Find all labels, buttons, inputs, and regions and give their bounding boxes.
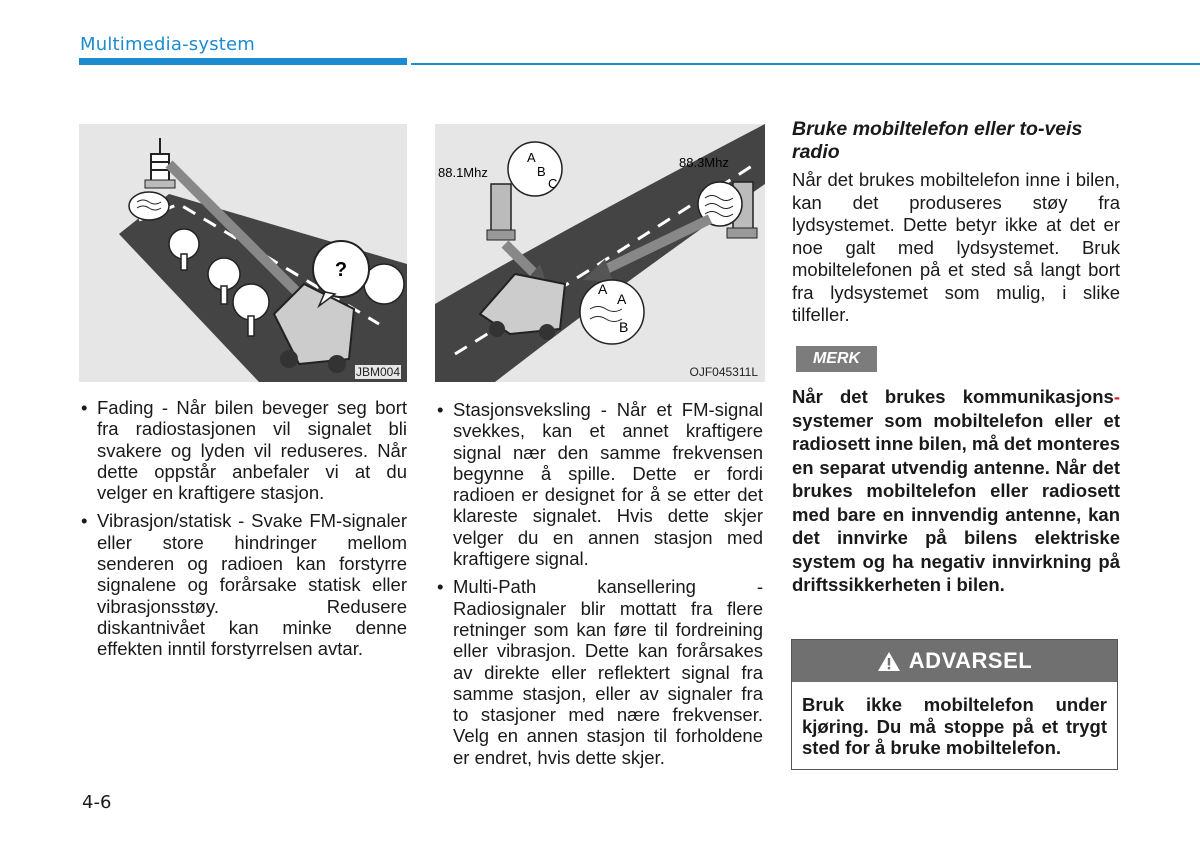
note-label: MERK [796, 346, 877, 372]
warning-box [791, 639, 1118, 770]
svg-text:A: A [598, 281, 608, 297]
figure-fading [79, 124, 407, 382]
signal-bubble-icon [129, 192, 169, 220]
header-rule-thick [79, 58, 407, 65]
letters-bubble-icon [580, 280, 644, 344]
figure-code: OJF045311L [689, 365, 758, 379]
list-item-vibration: • Vibrasjon/statisk - Svake FM-signaler eller store hindringer mellom senderen og radioen kan forstyrre signalene og forårsake statisk eller vibrasjonsstøy. Redusere diskantnivået kan minke denne effekten inntil forstyrrelsen avtar. [79, 510, 407, 659]
column-1 [79, 397, 407, 667]
note-text: Når det brukes kommunikasjons- systemer som mobiltelefon eller et radiosett inne bilen, må det monteres en separat utvendig antenne. Når det brukes mobiltelefon eller radiosett med bare en innvendig antenne, kan det innvirke på bilens elektriske system og ha negativ innvirkning på driftssikkerheten i bilen. [792, 386, 1120, 595]
section-title: Multimedia-system [80, 34, 256, 55]
section-body: Når det brukes mobiltelefon inne i bilen, kan det produseres støy fra lydsystemet. Dette betyr ikke at det er noe galt med lydsystemet. Bruk mobiltelefonen på et sted så langt bort fra lydsystemet som mulig, i slike tilfeller. [792, 169, 1120, 325]
warning-icon [877, 651, 901, 672]
list-item-station-switch: • Stasjonsveksling - Når et FM-signal svekkes, kan et annet kraftigere signal nær den samme frekvensen begynne å spille. Dette er fordi radioen er designet for å se etter det klareste signalet. Hvis dette skjer velger du en annen stasjon med kraftigere signal. [435, 399, 763, 569]
letters-bubble-icon [508, 142, 562, 196]
svg-text:C: C [548, 176, 558, 191]
freq-right-label: 88.3Mhz [679, 155, 729, 170]
bullet-list [435, 399, 763, 768]
svg-text:A: A [527, 150, 536, 165]
column-2 [435, 399, 763, 775]
list-item-multipath: • Multi-Path kansellering - Radiosignaler blir mottatt fra flere retninger som kan føre til fordreining eller vibrasjon. Dette kan forårsakes av direkte eller reflektert signal fra samme stasjon, eller av signaler fra to stasjoner med nære frekvenser. Velg en annen stasjon til forholdene er endret, hvis dette skjer. [435, 576, 763, 768]
svg-text:A: A [617, 291, 627, 307]
bullet-list [79, 397, 407, 660]
header-rule-thin [411, 63, 1200, 65]
figure-multipath [435, 124, 765, 382]
question-mark: ? [334, 259, 348, 281]
list-item-fading: • Fading - Når bilen beveger seg bort fra radiostasjonen vil signalet bli svakere og lyden vil reduseres. Når dette oppstår anbefaler vi at du velger en kraftigere stasjon. [79, 397, 407, 503]
warning-header [792, 640, 1117, 682]
section-heading: Bruke mobiltelefon eller to-veis radio [792, 118, 1083, 163]
warning-title: ADVARSEL [908, 648, 1033, 673]
figure-code: JBM004 [355, 365, 400, 379]
page-number: 4-6 [82, 792, 112, 813]
radio-tower-icon [487, 184, 515, 240]
svg-text:B: B [537, 164, 546, 179]
warning-text: Bruk ikke mobiltelefon under kjøring. Du må stoppe på et trygt sted for å bruke mobiltelefon. [802, 694, 1107, 758]
freq-left-label: 88.1Mhz [438, 165, 488, 180]
svg-text:B: B [619, 319, 629, 335]
